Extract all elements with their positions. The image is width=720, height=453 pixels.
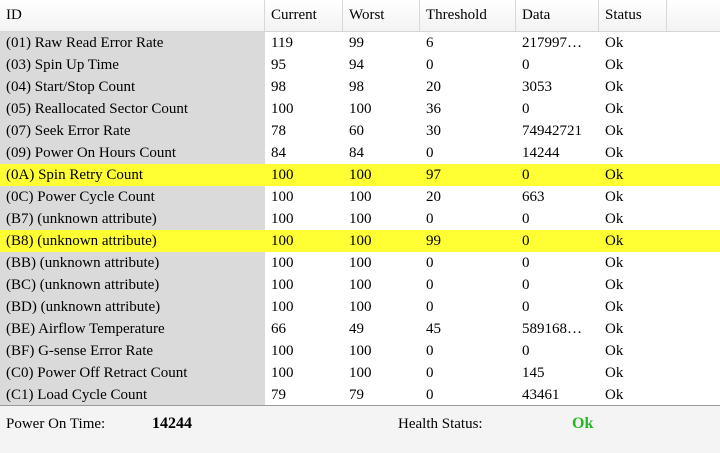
cell-current: 100: [271, 343, 294, 359]
cell-status: Ok: [605, 299, 624, 315]
cell-worst: 100: [349, 211, 372, 227]
cell-threshold: 0: [426, 211, 434, 227]
cell-threshold: 99: [426, 233, 441, 249]
cell-id: (BF) G-sense Error Rate: [0, 340, 265, 362]
table-header: [0, 0, 720, 32]
cell-worst: 100: [349, 255, 372, 271]
cell-worst: 60: [349, 123, 364, 139]
cell-id: (03) Spin Up Time: [0, 54, 265, 76]
cell-id: (BC) (unknown attribute): [0, 274, 265, 296]
table-row[interactable]: [0, 54, 720, 76]
cell-threshold: 30: [426, 123, 441, 139]
table-row[interactable]: [0, 142, 720, 164]
cell-worst: 100: [349, 167, 372, 183]
cell-data: 14244: [522, 145, 560, 161]
cell-threshold: 0: [426, 387, 434, 403]
cell-status: Ok: [605, 79, 624, 95]
column-header-threshold[interactable]: Threshold: [420, 0, 516, 31]
cell-data: 0: [522, 211, 530, 227]
cell-data: 0: [522, 167, 530, 183]
cell-current: 100: [271, 101, 294, 117]
cell-threshold: 20: [426, 189, 441, 205]
cell-threshold: 0: [426, 277, 434, 293]
cell-id: (BB) (unknown attribute): [0, 252, 265, 274]
cell-current: 100: [271, 167, 294, 183]
cell-threshold: 0: [426, 365, 434, 381]
cell-threshold: 36: [426, 101, 441, 117]
cell-status: Ok: [605, 387, 624, 403]
cell-worst: 100: [349, 277, 372, 293]
cell-data: 0: [522, 233, 530, 249]
status-bar: [0, 406, 720, 453]
cell-data: 74942721: [522, 123, 582, 139]
cell-current: 100: [271, 365, 294, 381]
cell-data: 0: [522, 57, 530, 73]
cell-current: 100: [271, 277, 294, 293]
cell-current: 119: [271, 35, 293, 51]
cell-current: 100: [271, 189, 294, 205]
cell-data: 0: [522, 299, 530, 315]
table-row[interactable]: [0, 318, 720, 340]
cell-current: 84: [271, 145, 286, 161]
table-row[interactable]: [0, 230, 720, 252]
cell-worst: 100: [349, 299, 372, 315]
cell-threshold: 97: [426, 167, 441, 183]
cell-worst: 99: [349, 35, 364, 51]
column-header-status[interactable]: Status: [599, 0, 667, 31]
cell-current: 100: [271, 233, 294, 249]
cell-threshold: 0: [426, 255, 434, 271]
cell-status: Ok: [605, 233, 624, 249]
cell-id: (C0) Power Off Retract Count: [0, 362, 265, 384]
cell-worst: 49: [349, 321, 364, 337]
cell-status: Ok: [605, 255, 624, 271]
health-status-label: Health Status:: [398, 416, 483, 432]
cell-data: 0: [522, 277, 530, 293]
cell-status: Ok: [605, 321, 624, 337]
cell-worst: 100: [349, 101, 372, 117]
cell-threshold: 0: [426, 343, 434, 359]
table-row[interactable]: [0, 274, 720, 296]
cell-status: Ok: [605, 57, 624, 73]
cell-threshold: 45: [426, 321, 441, 337]
cell-current: 100: [271, 255, 294, 271]
cell-current: 100: [271, 211, 294, 227]
cell-worst: 98: [349, 79, 364, 95]
cell-status: Ok: [605, 189, 624, 205]
cell-current: 95: [271, 57, 286, 73]
cell-current: 100: [271, 299, 294, 315]
cell-threshold: 0: [426, 145, 434, 161]
cell-data: 43461: [522, 387, 560, 403]
cell-threshold: 20: [426, 79, 441, 95]
cell-threshold: 6: [426, 35, 434, 51]
column-header-worst[interactable]: Worst: [343, 0, 420, 31]
cell-worst: 79: [349, 387, 364, 403]
cell-threshold: 0: [426, 57, 434, 73]
cell-id: (05) Reallocated Sector Count: [0, 98, 265, 120]
table-row[interactable]: [0, 208, 720, 230]
table-row[interactable]: [0, 76, 720, 98]
cell-id: (01) Raw Read Error Rate: [0, 32, 265, 54]
cell-worst: 94: [349, 57, 364, 73]
table-row[interactable]: [0, 164, 720, 186]
power-on-time-value: 14244: [152, 415, 192, 432]
table-row[interactable]: [0, 186, 720, 208]
cell-worst: 84: [349, 145, 364, 161]
cell-status: Ok: [605, 101, 624, 117]
cell-status: Ok: [605, 123, 624, 139]
column-header-data[interactable]: Data: [516, 0, 599, 31]
table-row[interactable]: [0, 340, 720, 362]
cell-current: 78: [271, 123, 286, 139]
cell-id: (B8) (unknown attribute): [0, 230, 265, 252]
cell-current: 79: [271, 387, 286, 403]
cell-worst: 100: [349, 233, 372, 249]
cell-status: Ok: [605, 277, 624, 293]
cell-id: (B7) (unknown attribute): [0, 208, 265, 230]
health-status-value: Ok: [572, 415, 594, 432]
table-row[interactable]: [0, 120, 720, 142]
power-on-time-label: Power On Time:: [6, 416, 106, 432]
cell-data: 0: [522, 255, 530, 271]
cell-id: (BD) (unknown attribute): [0, 296, 265, 318]
cell-status: Ok: [605, 343, 624, 359]
cell-data: 0: [522, 101, 530, 117]
cell-status: Ok: [605, 365, 624, 381]
cell-id: (BE) Airflow Temperature: [0, 318, 265, 340]
cell-status: Ok: [605, 145, 624, 161]
table-row[interactable]: [0, 362, 720, 384]
cell-id: (0C) Power Cycle Count: [0, 186, 265, 208]
cell-data: 663: [522, 189, 545, 205]
cell-id: (09) Power On Hours Count: [0, 142, 265, 164]
cell-id: (07) Seek Error Rate: [0, 120, 265, 142]
cell-current: 98: [271, 79, 286, 95]
cell-data: 145: [522, 365, 545, 381]
cell-threshold: 0: [426, 299, 434, 315]
cell-data: 589168…: [522, 321, 582, 337]
cell-data: 217997…: [522, 35, 582, 51]
cell-id: (0A) Spin Retry Count: [0, 164, 265, 186]
cell-data: 0: [522, 343, 530, 359]
table-row[interactable]: [0, 252, 720, 274]
cell-worst: 100: [349, 365, 372, 381]
cell-status: Ok: [605, 211, 624, 227]
cell-data: 3053: [522, 79, 552, 95]
table-row[interactable]: [0, 98, 720, 120]
cell-worst: 100: [349, 189, 372, 205]
cell-status: Ok: [605, 167, 624, 183]
cell-worst: 100: [349, 343, 372, 359]
cell-id: (C1) Load Cycle Count: [0, 384, 265, 406]
table-row[interactable]: [0, 384, 720, 406]
table-row[interactable]: [0, 296, 720, 318]
table-row[interactable]: [0, 32, 720, 54]
cell-id: (04) Start/Stop Count: [0, 76, 265, 98]
column-header-current[interactable]: Current: [265, 0, 343, 31]
cell-status: Ok: [605, 35, 624, 51]
cell-current: 66: [271, 321, 286, 337]
column-header-id[interactable]: ID: [0, 0, 265, 31]
